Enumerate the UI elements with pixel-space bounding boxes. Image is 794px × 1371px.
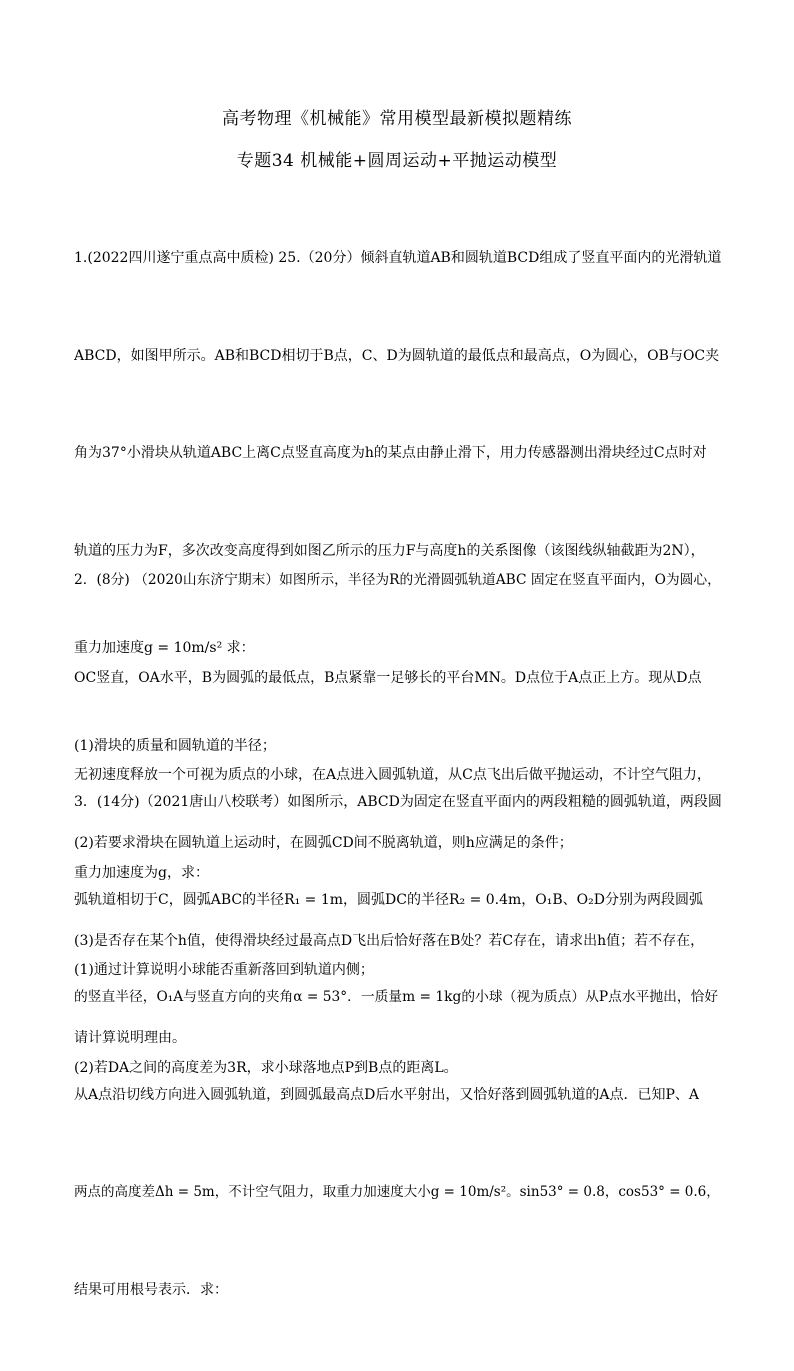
question-3-line: 3．(14分)（2021唐山八校联考）如图所示，ABCD为固定在竖直平面内的两段粗糙的圆弧轨道，两段圆 — [74, 794, 722, 810]
document-title: 高考物理《机械能》常用模型最新模拟题精练 — [222, 109, 572, 129]
question-1-line: ABCD，如图甲所示。AB和BCD相切于B点，C、D为圆轨道的最低点和最高点，O为圆心，OB与OC夹 — [74, 347, 720, 364]
question-2-line: (1)通过计算说明小球能否重新落回到轨道内侧； — [74, 962, 374, 978]
question-3 — [74, 721, 724, 1371]
question-3-line: 两点的高度差Δh = 5m，不计空气阻力，取重力加速度大小g = 10m/s²。sin53° = 0.8，cos53° = 0.6， — [74, 1184, 720, 1200]
question-1-line: (2)若要求滑块在圆轨道上运动时，在圆弧CD间不脱离轨道，则h应满足的条件； — [74, 835, 573, 851]
question-3-line: 结果可用根号表示．求： — [74, 1281, 228, 1298]
question-2-line: OC竖直，OA水平，B为圆弧的最低点，B点紧靠一足够长的平台MN。D点位于A点正上方。现从D点 — [74, 669, 702, 686]
question-3-line: 从A点沿切线方向进入圆弧轨道，到圆弧最高点D后水平射出，又恰好落到圆弧轨道的A点．已知P、A — [74, 1086, 699, 1103]
question-3-line: 弧轨道相切于C，圆弧ABC的半径R₁ = 1m，圆弧DC的半径R₂ = 0.4m，O₁B、O₂D分别为两段圆弧 — [74, 891, 704, 908]
question-1-line: 轨道的压力为F，多次改变高度得到如图乙所示的压力F与高度h的关系图像（该图线纵轴截距为2N）， — [74, 542, 705, 559]
question-1-line: 请计算说明理由。 — [74, 1030, 186, 1046]
question-2-line: (2)若DA之间的高度差为3R，求小球落地点P到B点的距离L。 — [74, 1059, 458, 1076]
question-1-line: 重力加速度g = 10m/s² 求： — [74, 640, 255, 656]
question-1-line: (1)滑块的质量和圆轨道的半径； — [74, 737, 276, 754]
question-2-line: 无初速度释放一个可视为质点的小球，在A点进入圆弧轨道，从C点飞出后做平抛运动，不计空气阻力， — [74, 767, 711, 783]
question-1-line: 角为37°小滑块从轨道ABC上离C点竖直高度为h的某点由静止滑下，用力传感器测出滑块经过C点时对 — [74, 445, 707, 461]
document-subtitle: 专题34 机械能+圆周运动+平抛运动模型 — [236, 151, 558, 171]
question-3-line: 的竖直半径，O₁A与竖直方向的夹角α = 53°．一质量m = 1kg的小球（视为质点）从P点水平抛出，恰好 — [74, 989, 719, 1005]
question-1-line: (3)是否存在某个h值，使得滑块经过最高点D飞出后恰好落在B处？若C存在，请求出h值；若不存在， — [74, 932, 705, 949]
question-1-line: 1.(2022四川遂宁重点高中质检) 25.（20分）倾斜直轨道AB和圆轨道BCD组成了竖直平面内的光滑轨道 — [74, 250, 722, 266]
question-2-line: 重力加速度为g，求： — [74, 864, 209, 881]
question-2-line: 2．(8分) （2020山东济宁期末）如图所示，半径为R的光滑圆弧轨道ABC 固定在竖直平面内，O为圆心， — [74, 572, 721, 588]
